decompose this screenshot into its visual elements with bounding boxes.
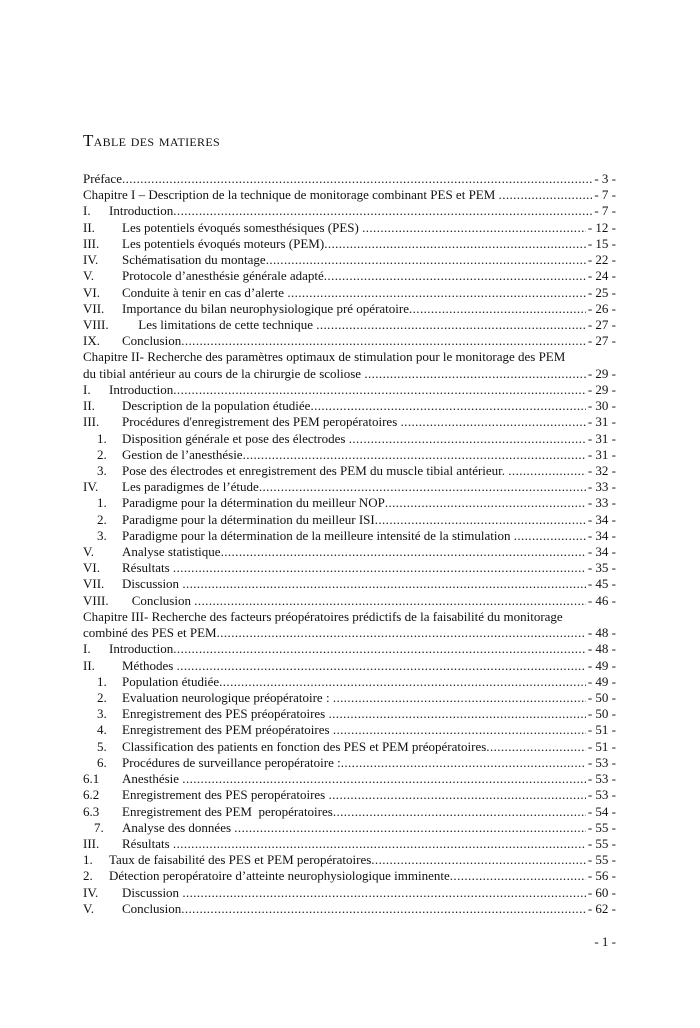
toc-entry[interactable] [0, 787, 700, 803]
toc-entry-number: III. [83, 235, 100, 251]
toc-entry[interactable] [0, 771, 700, 787]
toc-entry-number: IV. [83, 884, 99, 900]
toc-entry-title: Population étudiée [122, 673, 220, 689]
toc-entry-title: Classification des patients en fonction des PES et PEM préopératoires [122, 738, 487, 754]
toc-entry-page: - 55 - [587, 819, 616, 835]
toc-entry-page: - 55 - [587, 852, 616, 868]
toc-entry-page: - 7 - [594, 187, 616, 203]
toc-entry-title: du tibial antérieur au cours de la chirurgie de scoliose [83, 365, 365, 381]
dot-leader [243, 447, 586, 463]
toc-entry-title: Conclusion [122, 333, 182, 349]
toc-entry[interactable] [0, 852, 700, 868]
toc-entry-title: Analyse statistique [122, 544, 221, 560]
toc-entry-page: - 46 - [587, 592, 616, 608]
toc-entry-number: III. [83, 835, 100, 851]
dot-leader [310, 398, 585, 414]
toc-entry[interactable] [0, 901, 700, 917]
dot-leader [563, 609, 614, 625]
dot-leader [508, 463, 586, 479]
toc-entry-number: V. [83, 544, 94, 560]
dot-leader [173, 203, 592, 219]
toc-entry-page: - 35 - [587, 560, 616, 576]
toc-entry-title: Introduction [109, 641, 174, 657]
toc-entry-title: Méthodes [122, 657, 177, 673]
toc-entry[interactable] [0, 658, 700, 674]
dot-leader [173, 382, 586, 398]
toc-entry[interactable] [0, 625, 700, 641]
toc-entry-number: II. [83, 657, 95, 673]
toc-entry-number: I. [83, 641, 91, 657]
dot-leader [364, 366, 586, 382]
toc-entry[interactable] [0, 447, 700, 463]
toc-entry-title: Résultats [122, 835, 173, 851]
toc-entry-number: VI. [83, 284, 100, 300]
toc-entry[interactable] [0, 544, 700, 560]
toc-entry[interactable] [0, 820, 700, 836]
toc-entry-page: - 53 - [587, 787, 616, 803]
dot-leader [333, 722, 586, 738]
toc-entry-number: II. [83, 398, 95, 414]
toc-entry[interactable] [0, 593, 700, 609]
dot-leader [409, 301, 586, 317]
toc-entry[interactable] [0, 236, 700, 252]
dot-leader [341, 755, 586, 771]
toc-entry-page: - 49 - [587, 673, 616, 689]
toc-entry-title: Conduite à tenir en cas d’alerte [122, 284, 288, 300]
toc-entry-page [614, 609, 616, 625]
toc-entry-page: - 29 - [587, 365, 616, 381]
toc-entry-title: Les potentiels évoqués moteurs (PEM) [122, 235, 325, 251]
dot-leader [329, 787, 586, 803]
toc-entry[interactable] [0, 252, 700, 268]
toc-entry[interactable] [0, 431, 700, 447]
toc-entry-number: 1. [97, 430, 107, 446]
dot-leader [181, 333, 586, 349]
toc-entry-page: - 34 - [587, 544, 616, 560]
dot-leader [362, 220, 586, 236]
toc-entry-page: - 53 - [587, 754, 616, 770]
toc-entry-page: - 33 - [587, 495, 616, 511]
toc-entry-page: - 45 - [587, 576, 616, 592]
toc-entry-number: 6.1 [83, 771, 100, 787]
toc-entry[interactable] [0, 706, 700, 722]
toc-entry-page: - 51 - [587, 722, 616, 738]
toc-entry-title: Analyse des données [122, 819, 235, 835]
dot-leader [375, 512, 586, 528]
toc-entry-number: I. [83, 381, 91, 397]
toc-entry[interactable] [0, 317, 700, 333]
toc-entry-page: - 30 - [587, 398, 616, 414]
toc-entry-page: - 51 - [587, 738, 616, 754]
toc-entry-title: Schématisation du montage [122, 252, 266, 268]
toc-entry[interactable] [0, 285, 700, 301]
toc-entry-page: - 32 - [587, 462, 616, 478]
toc-entry-number: IV. [83, 479, 99, 495]
toc-entry-title: Conclusion [122, 900, 182, 916]
dot-leader [182, 771, 586, 787]
toc-entry[interactable] [0, 398, 700, 414]
toc-entry-title: Introduction [109, 381, 174, 397]
dot-leader [514, 528, 586, 544]
toc-entry-page [614, 349, 616, 365]
dot-leader [266, 252, 586, 268]
dot-leader [173, 641, 586, 657]
toc-entry-page: - 22 - [587, 252, 616, 268]
toc-entry-title: Description de la population étudiée [122, 398, 311, 414]
toc-entry-title: Gestion de l’anesthésie [122, 446, 243, 462]
dot-leader [173, 560, 586, 576]
toc-entry[interactable] [0, 576, 700, 592]
dot-leader [324, 268, 586, 284]
toc-entry-number: 2. [97, 511, 107, 527]
dot-leader [181, 901, 586, 917]
toc-entry-title: Enregistrement des PEM préopératoires [122, 722, 333, 738]
toc-entry-page: - 12 - [587, 219, 616, 235]
toc-entry-title: Détection peropératoire d’atteinte neurophysiologique imminente [109, 868, 450, 884]
toc-entry-number: 3. [97, 706, 107, 722]
toc-entry[interactable] [0, 868, 700, 884]
toc-entry[interactable] [0, 479, 700, 495]
toc-entry-page: - 60 - [587, 884, 616, 900]
toc-entry[interactable] [0, 885, 700, 901]
toc-entry-number: IV. [83, 252, 99, 268]
toc-entry-number: 4. [97, 722, 107, 738]
dot-leader [173, 836, 586, 852]
dot-leader [122, 171, 592, 187]
dot-leader [450, 868, 586, 884]
toc-entry[interactable] [0, 641, 700, 657]
toc-entry-page: - 34 - [587, 511, 616, 527]
toc-entry-number: III. [83, 414, 100, 430]
dot-leader [349, 431, 586, 447]
page-title: Table des matieres [83, 131, 220, 150]
dot-leader [177, 658, 586, 674]
dot-leader [371, 852, 586, 868]
toc-entry-number: IX. [83, 333, 100, 349]
toc-entry[interactable] [0, 739, 700, 755]
toc-entry-page: - 27 - [587, 333, 616, 349]
dot-leader [259, 479, 586, 495]
toc-entry-number: VII. [83, 576, 105, 592]
dot-leader [182, 885, 586, 901]
toc-entry-page: - 34 - [587, 527, 616, 543]
toc-entry-number: 1. [83, 852, 93, 868]
toc-entry-title: Importance du bilan neurophysiologique pré opératoire [122, 300, 409, 316]
toc-entry-title: Chapitre III- Recherche des facteurs préopératoires prédictifs de la faisabilité du monitorage [83, 608, 563, 624]
toc-entry-number: VI. [83, 560, 100, 576]
toc-entry[interactable] [0, 349, 700, 365]
toc-entry-page: - 15 - [587, 235, 616, 251]
dot-leader [182, 576, 586, 592]
dot-leader [287, 285, 586, 301]
toc-entry-title: Discussion [122, 576, 183, 592]
toc-entry-title: Discussion [122, 884, 183, 900]
toc-entry-title: Evaluation neurologique préopératoire : [122, 690, 333, 705]
toc-entry[interactable] [0, 203, 700, 219]
toc-entry-number: I. [83, 203, 91, 219]
toc-entry-title: Enregistrement des PES peropératoires [122, 787, 329, 803]
toc-entry[interactable] [0, 690, 700, 706]
dot-leader [565, 349, 614, 365]
toc-entry-number: 6.2 [83, 787, 100, 803]
toc-entry-title: Préface [83, 171, 122, 186]
page-number: - 1 - [594, 934, 616, 949]
dot-leader [499, 187, 593, 203]
toc-entry[interactable] [0, 674, 700, 690]
toc-entry-number: 6.3 [83, 803, 100, 819]
toc-entry-title: Introduction [109, 203, 174, 219]
toc-entry-page: - 48 - [587, 625, 616, 641]
toc-entry[interactable] [0, 609, 700, 625]
dot-leader [194, 593, 586, 609]
toc-entry-number: II. [83, 219, 95, 235]
toc-entry[interactable] [0, 187, 700, 203]
dot-leader [234, 820, 586, 836]
toc-entry-title: Chapitre I – Description de la technique de monitorage combinant PES et PEM [83, 187, 499, 203]
toc-entry-title: Paradigme pour la détermination du meilleur ISI [122, 511, 375, 527]
toc-entry-title: Disposition générale et pose des électrodes [122, 430, 349, 446]
toc-entry-page: - 31 - [587, 430, 616, 446]
toc-entry[interactable] [0, 366, 700, 382]
toc-entry[interactable] [0, 414, 700, 430]
toc-entry-page: - 53 - [587, 771, 616, 787]
toc-entry[interactable] [0, 333, 700, 349]
toc-entry-number: V. [83, 900, 94, 916]
toc-entry-page: - 50 - [587, 690, 616, 705]
toc-entry-page: - 7 - [594, 203, 616, 219]
toc-entry[interactable] [0, 301, 700, 317]
toc-entry-title: Paradigme pour la détermination de la meilleure intensité de la stimulation [122, 527, 514, 543]
dot-leader [324, 236, 586, 252]
toc-entry-page: - 27 - [587, 316, 616, 332]
toc-entry-page: - 26 - [587, 300, 616, 316]
toc-entry-number: 2. [83, 868, 93, 884]
toc-entry[interactable] [0, 495, 700, 511]
toc-entry-number: VIII. [83, 316, 109, 332]
toc-entry[interactable] [0, 220, 700, 236]
toc-entry-title: Conclusion [122, 592, 195, 608]
toc-entry-number: 6. [97, 754, 107, 770]
toc-entry-title: Enregistrement des PEM peropératoires [122, 803, 333, 819]
toc-entry[interactable] [0, 722, 700, 738]
toc-entry-page: - 48 - [587, 641, 616, 657]
dot-leader [333, 690, 586, 706]
toc-entry[interactable] [0, 528, 700, 544]
dot-leader [401, 414, 586, 430]
toc-entry-page: - 29 - [587, 381, 616, 397]
toc-entry-number: 1. [97, 495, 107, 511]
dot-leader [329, 706, 586, 722]
toc-entry-page: - 24 - [587, 268, 616, 284]
toc-entry-number: 7. [94, 819, 104, 835]
toc-entry-number: 3. [97, 527, 107, 543]
toc-entry-page: - 56 - [587, 868, 616, 884]
toc-entry-title: Résultats [122, 560, 173, 576]
table-of-contents [0, 171, 700, 917]
toc-entry[interactable] [0, 512, 700, 528]
toc-entry-title: Enregistrement des PES préopératoires [122, 706, 329, 722]
toc-entry-page: - 33 - [587, 479, 616, 495]
toc-entry[interactable] [0, 804, 700, 820]
toc-entry-page: - 31 - [587, 446, 616, 462]
toc-entry-number: 2. [97, 690, 107, 705]
toc-entry-title: combiné des PES et PEM [83, 625, 217, 641]
toc-entry[interactable] [0, 382, 700, 398]
toc-entry-page: - 49 - [587, 657, 616, 673]
toc-entry-page: - 31 - [587, 414, 616, 430]
dot-leader [217, 625, 586, 641]
toc-entry-title: Les limitations de cette technique [122, 316, 317, 332]
toc-entry-page: - 25 - [587, 284, 616, 300]
toc-entry-title: Procédures de surveillance peropératoire : [122, 754, 341, 770]
toc-entry-page: - 50 - [587, 706, 616, 722]
dot-leader [385, 495, 586, 511]
toc-entry-number: VIII. [83, 592, 109, 608]
toc-entry[interactable] [0, 755, 700, 771]
toc-entry-page: - 3 - [594, 171, 616, 186]
toc-entry[interactable] [0, 560, 700, 576]
toc-entry-number: VII. [83, 300, 105, 316]
toc-entry[interactable] [0, 268, 700, 284]
toc-entry-title: Paradigme pour la détermination du meilleur NOP [122, 495, 385, 511]
toc-entry[interactable] [0, 463, 700, 479]
dot-leader [333, 804, 586, 820]
toc-entry-title: Protocole d’anesthésie générale adapté [122, 268, 324, 284]
toc-entry-number: 1. [97, 673, 107, 689]
toc-entry-title: Les potentiels évoqués somesthésiques (PES) [122, 219, 363, 235]
dot-leader [221, 544, 586, 560]
toc-entry[interactable] [0, 836, 700, 852]
toc-entry-number: V. [83, 268, 94, 284]
toc-entry-number: 5. [97, 738, 107, 754]
toc-entry[interactable] [0, 171, 700, 187]
toc-entry-title: Anesthésie [122, 771, 183, 787]
toc-entry-number: 2. [97, 446, 107, 462]
toc-entry-page: - 62 - [587, 900, 616, 916]
toc-entry-title: Procédures d'enregistrement des PEM peropératoires [122, 414, 401, 430]
toc-entry-title: Taux de faisabilité des PES et PEM peropératoires [109, 852, 372, 868]
dot-leader [486, 739, 586, 755]
toc-entry-page: - 55 - [587, 835, 616, 851]
toc-entry-title: Chapitre II- Recherche des paramètres optimaux de stimulation pour le monitorage des PEM [83, 349, 566, 365]
toc-entry-title: Les paradigmes de l’étude [122, 479, 259, 495]
dot-leader [316, 317, 586, 333]
dot-leader [219, 674, 586, 690]
toc-entry-page: - 54 - [587, 803, 616, 819]
toc-entry-title: Pose des électrodes et enregistrement des PEM du muscle tibial antérieur. [122, 462, 509, 478]
toc-entry-number: 3. [97, 462, 107, 478]
